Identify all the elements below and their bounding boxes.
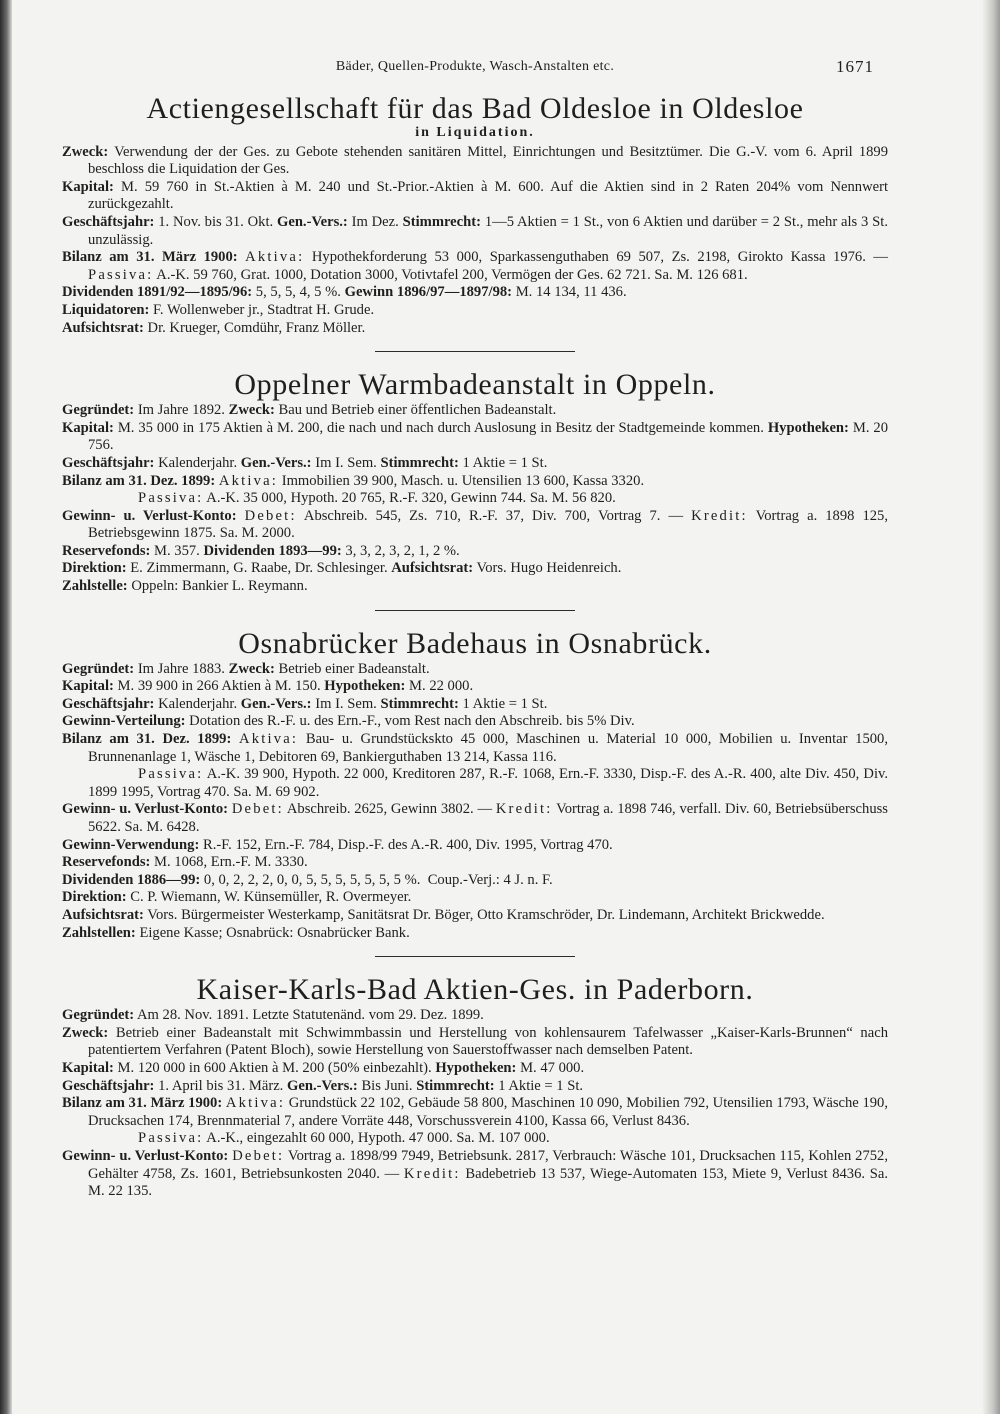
fiscal-paragraph: Geschäftsjahr: 1. Nov. bis 31. Okt. Gen.-Vers.: Im Dez. Stimmrecht: 1—5 Aktien = 1 St., von 6 Aktien und darüber = 2 St., mehr als 3 St. unzulässig. (62, 213, 888, 248)
fiscal-paragraph: Geschäftsjahr: Kalenderjahr. Gen.-Vers.: Im I. Sem. Stimmrecht: 1 Aktie = 1 St. (62, 695, 548, 712)
balance-paragraph: Bilanz am 31. März 1900: Aktiva: Grundstück 22 102, Gebäude 58 800, Maschinen 10 090, Mobilien 792, Utensilien 1793, Wäsche 190, Drucksachen 174, Brennmaterial 7, andere Vorräte 448, Vorschussverein 4100, Kassa 66, Verlust 8436. (62, 1095, 888, 1129)
profit-loss-paragraph: Gewinn- u. Verlust-Konto: Debet: Abschreib. 2625, Gewinn 3802. — Kredit: Vortrag a. 1898 746, verfall. Div. 60, Betriebsüberschuss 5622. Sa. M. 6428. (62, 801, 888, 835)
company-status: in Liquidation. (415, 125, 535, 140)
fiscal-paragraph: Geschäftsjahr: 1. April bis 31. März. Gen.-Vers.: Bis Juni. Stimmrecht: 1 Aktie = 1 St. (62, 1077, 584, 1094)
management-paragraph: Direktion: C. P. Wiemann, W. Künsemüller, R. Overmeyer. (62, 889, 412, 906)
section-divider (375, 351, 575, 352)
profit-loss-paragraph: Gewinn- u. Verlust-Konto: Debet: Vortrag a. 1898/99 7949, Betriebsunk. 2817, Verbrauch: Wäsche 101, Drucksachen 115, Kohlen 2752, Gehälter 4758, Zs. 1601, Betriebsunkosten 2040. — Kredit: Badebetrieb 13 537, Wiege-Automaten 153, Miete 9, Verlust 8436. Sa. M. 22 135. (62, 1147, 888, 1200)
liabilities-paragraph: Passiva: A.-K., eingezahlt 60 000, Hypoth. 47 000. Sa. M. 107 000. (138, 1130, 550, 1147)
supervisory-board-paragraph: Aufsichtsrat: Dr. Krueger, Comdühr, Franz Möller. (62, 319, 366, 336)
liabilities-paragraph: Passiva: A.-K. 35 000, Hypoth. 20 765, R.-F. 320, Gewinn 744. Sa. M. 56 820. (138, 490, 616, 507)
purpose-paragraph: Zweck: Betrieb einer Badeanstalt mit Schwimmbassin und Herstellung von kohlensaurem Tafelwasser „Kaiser-Karls-Brunnen“ nach patentiertem Verfahren (Patent Bloch), sowie Herstellung von Sauerstoffwasser nach demselben Patent. (62, 1024, 888, 1059)
page-edge-shadow (982, 0, 1000, 1414)
paying-agent-paragraph: Zahlstelle: Oppeln: Bankier L. Reymann. (62, 578, 308, 595)
founded-paragraph: Gegründet: Im Jahre 1892. Zweck: Bau und Betrieb einer öffentlichen Badeanstalt. (62, 402, 557, 419)
company-entry-oldesloe (62, 92, 888, 337)
founded-paragraph: Gegründet: Am 28. Nov. 1891. Letzte Statutenänd. vom 29. Dez. 1899. (62, 1007, 484, 1024)
liabilities-paragraph: Passiva: A.-K. 39 900, Hypoth. 22 000, Kreditoren 287, R.-F. 1068, Ern.-F. 3330, Disp.-F. des A.-R. 400, alte Div. 450, Div. 1899 1995, Vortrag 470. Sa. M. 69 902. (88, 766, 889, 800)
company-entry-osnabrueck (62, 627, 888, 943)
section-divider (375, 956, 575, 957)
company-entry-oppeln (62, 368, 888, 596)
capital-paragraph: Kapital: M. 59 760 in St.-Aktien à M. 240 und St.-Prior.-Aktien à M. 600. Auf die Aktien sind in 2 Raten 204% vom Nennwert zurückgezahlt. (62, 178, 889, 213)
management-paragraph: Direktion: E. Zimmermann, G. Raabe, Dr. Schlesinger. Aufsichtsrat: Vors. Hugo Heidenreich. (62, 560, 622, 577)
capital-paragraph: Kapital: M. 39 900 in 266 Aktien à M. 150. Hypotheken: M. 22 000. (62, 678, 474, 695)
company-title: Kaiser-Karls-Bad Aktien-Ges. in Paderborn. (196, 973, 754, 1007)
purpose-paragraph: Zweck: Verwendung der der Ges. zu Gebote stehenden sanitären Mittel, Einrichtungen und Besitztümer. Die G.-V. vom 6. April 1899 beschloss die Liquidation der Ges. (62, 143, 889, 178)
founded-paragraph: Gegründet: Im Jahre 1883. Zweck: Betrieb einer Badeanstalt. (62, 660, 430, 677)
capital-paragraph: Kapital: M. 35 000 in 175 Aktien à M. 200, die nach und nach durch Auslosung in Besitz der Stadtgemeinde kommen. Hypotheken: M. 20 756. (62, 419, 889, 454)
supervisory-board-paragraph: Aufsichtsrat: Vors. Bürgermeister Westerkamp, Sanitätsrat Dr. Böger, Otto Kramschröder, Dr. Lindemann, Architekt Brickwedde. (62, 906, 825, 923)
running-header (62, 58, 888, 80)
balance-paragraph: Bilanz am 31. Dez. 1899: Aktiva: Immobilien 39 900, Masch. u. Utensilien 13 600, Kassa 3320. (62, 472, 645, 489)
profit-distribution-paragraph: Gewinn-Verteilung: Dotation des R.-F. u. des Ern.-F., vom Rest nach den Abschreib. bis 5% Div. (62, 713, 635, 730)
reserve-paragraph: Reservefonds: M. 357. Dividenden 1893—99: 3, 3, 2, 3, 2, 1, 2 %. (62, 542, 460, 559)
page-number: 1671 (836, 57, 874, 76)
company-title: Actiengesellschaft für das Bad Oldesloe in Oldesloe (146, 92, 804, 125)
running-title: Bäder, Quellen-Produkte, Wasch-Anstalten etc. (335, 59, 615, 74)
paying-agent-paragraph: Zahlstellen: Eigene Kasse; Osnabrück: Osnabrücker Bank. (62, 924, 410, 941)
book-spine-shadow (0, 0, 12, 1414)
reserve-paragraph: Reservefonds: M. 1068, Ern.-F. M. 3330. (62, 854, 308, 871)
balance-paragraph: Bilanz am 31. März 1900: Aktiva: Hypothekforderung 53 000, Sparkassenguthaben 69 507, Zs. 2198, Girokto Kassa 1976. — Passiva: A.-K. 59 760, Grat. 1000, Dotation 3000, Votivtafel 200, Vermögen der Ges. 62 721. Sa. M. 126 681. (62, 249, 888, 283)
capital-paragraph: Kapital: M. 120 000 in 600 Aktien à M. 200 (50% einbezahlt). Hypotheken: M. 47 000. (62, 1059, 585, 1076)
dividend-paragraph: Dividenden 1886—99: 0, 0, 2, 2, 2, 0, 0, 5, 5, 5, 5, 5, 5, 5 %. Coup.-Verj.: 4 J. n. F. (62, 871, 553, 888)
section-divider (375, 610, 575, 611)
document-page (62, 58, 888, 1201)
company-title: Osnabrücker Badehaus in Osnabrück. (238, 626, 712, 660)
dividend-paragraph: Dividenden 1891/92—1895/96: 5, 5, 5, 4, 5 %. Gewinn 1896/97—1897/98: M. 14 134, 11 436. (62, 284, 627, 301)
fiscal-paragraph: Geschäftsjahr: Kalenderjahr. Gen.-Vers.: Im I. Sem. Stimmrecht: 1 Aktie = 1 St. (62, 454, 548, 471)
liquidators-paragraph: Liquidatoren: F. Wollenweber jr., Stadtrat H. Grude. (62, 301, 375, 318)
profit-loss-paragraph: Gewinn- u. Verlust-Konto: Debet: Abschreib. 545, Zs. 710, R.-F. 37, Div. 700, Vortrag 7. — Kredit: Vortrag a. 1898 125, Betriebsgewinn 1875. Sa. M. 2000. (62, 507, 889, 542)
company-entry-paderborn (62, 973, 888, 1201)
company-title: Oppelner Warmbadeanstalt in Oppeln. (234, 368, 716, 402)
profit-use-paragraph: Gewinn-Verwendung: R.-F. 152, Ern.-F. 784, Disp.-F. des A.-R. 400, Div. 1995, Vortrag 470. (62, 836, 613, 853)
balance-paragraph: Bilanz am 31. Dez. 1899: Aktiva: Bau- u. Grundstückskto 45 000, Maschinen u. Material 10 000, Mobilien u. Inventar 1500, Brunnenanlage 1, Wäsche 1, Debitoren 69, Bankierguthaben 13 214, Kassa 116. (62, 731, 888, 765)
